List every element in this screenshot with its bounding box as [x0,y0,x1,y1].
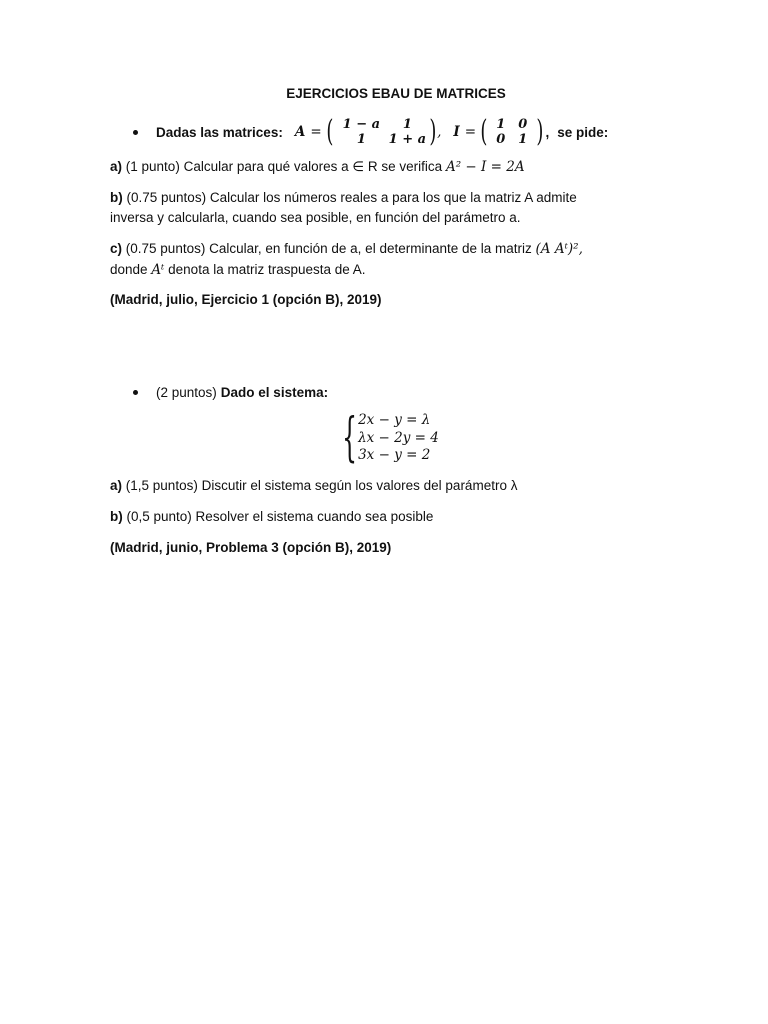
matrix-i-cell: 1 [518,132,528,147]
exercise1-part-a [110,157,650,177]
part-text: denota la matriz traspuesta de A. [168,262,366,277]
left-paren: ( [325,114,333,149]
part-text: (0,5 punto) Resolver el sistema cuando sea posible [126,509,434,524]
formula: A² − I = 2A [445,159,525,175]
bullet-icon [133,390,138,395]
part-label: a) [110,478,123,493]
matrix-a [335,117,427,147]
bullet-icon [133,130,138,135]
part-text: (1,5 puntos) Discutir el sistema según los valores del parámetro λ [125,478,518,493]
part-text: inversa y calcularla, cuando sea posible, en función del parámetro a. [110,210,521,225]
matrix-a-name: A [294,124,306,140]
part-label: b) [110,190,123,205]
part-label: b) [110,509,123,524]
equation: λx − 2y = 4 [358,429,439,446]
equals-sign: = [464,124,476,140]
page-title: EJERCICIOS EBAU DE MATRICES [286,86,506,101]
exercise2-intro [133,382,328,402]
left-brace: { [342,408,357,469]
formula: (A Aᵗ)², [535,241,583,257]
exercise1-part-b [110,188,650,208]
exercise1-intro-label: Dadas las matrices: [156,124,283,140]
comma: , [437,124,442,140]
matrix-i [490,117,534,147]
part-text: (0.75 puntos) Calcular los números reales a para los que la matriz A admite [126,190,577,205]
part-text: donde [110,262,148,277]
equals-sign: = [310,124,322,140]
exercise2-part-b [110,507,650,527]
part-text: (1 punto) Calcular para qué valores a ∈ R se verifica [125,159,443,174]
part-label: a) [110,159,123,174]
right-paren: ) [536,114,544,149]
exercise1-source: (Madrid, julio, Ejercicio 1 (opción B), 2019) [110,292,382,307]
part-text: (0.75 puntos) Calcular, en función de a, el determinante de la matriz [125,241,532,256]
matrix-i-cell: 0 [496,132,506,147]
equation: 3x − y = 2 [358,447,431,463]
left-paren: ( [480,114,488,149]
matrix-i-cell: 1 [496,117,506,132]
matrix-i-cell: 0 [518,117,528,132]
part-label: c) [110,241,123,256]
equation-system [333,408,439,469]
exercise1-part-b-line2 [110,208,650,228]
formula: Aᵗ [151,262,165,278]
exercise2-part-a [110,476,650,496]
exercise1-part-c-line2 [110,260,650,280]
right-paren: ) [429,114,437,149]
matrix-a-cell: 1 [356,132,366,147]
matrix-i-name: I [453,124,460,140]
exercise1-intro-suffix: se pide: [557,124,609,140]
matrix-a-cell: 1 − a [342,117,381,132]
exercise1-part-c [110,239,650,259]
exercise2-points: (2 puntos) [156,384,217,400]
exercise1-intro: Dadas las matrices: A = ( 1 − a 1 1 1 + a ) , I = ( 1 0 0 1 ) , se pide: [133,116,608,148]
exercise2-intro-label: Dado el sistema: [220,384,329,400]
equation: 2x − y = λ [358,412,431,428]
exercise2-source: (Madrid, junio, Problema 3 (opción B), 2019) [110,540,392,555]
matrix-a-cell: 1 [402,117,412,132]
matrix-a-cell: 1 + a [388,132,427,147]
equation-list [358,412,439,465]
